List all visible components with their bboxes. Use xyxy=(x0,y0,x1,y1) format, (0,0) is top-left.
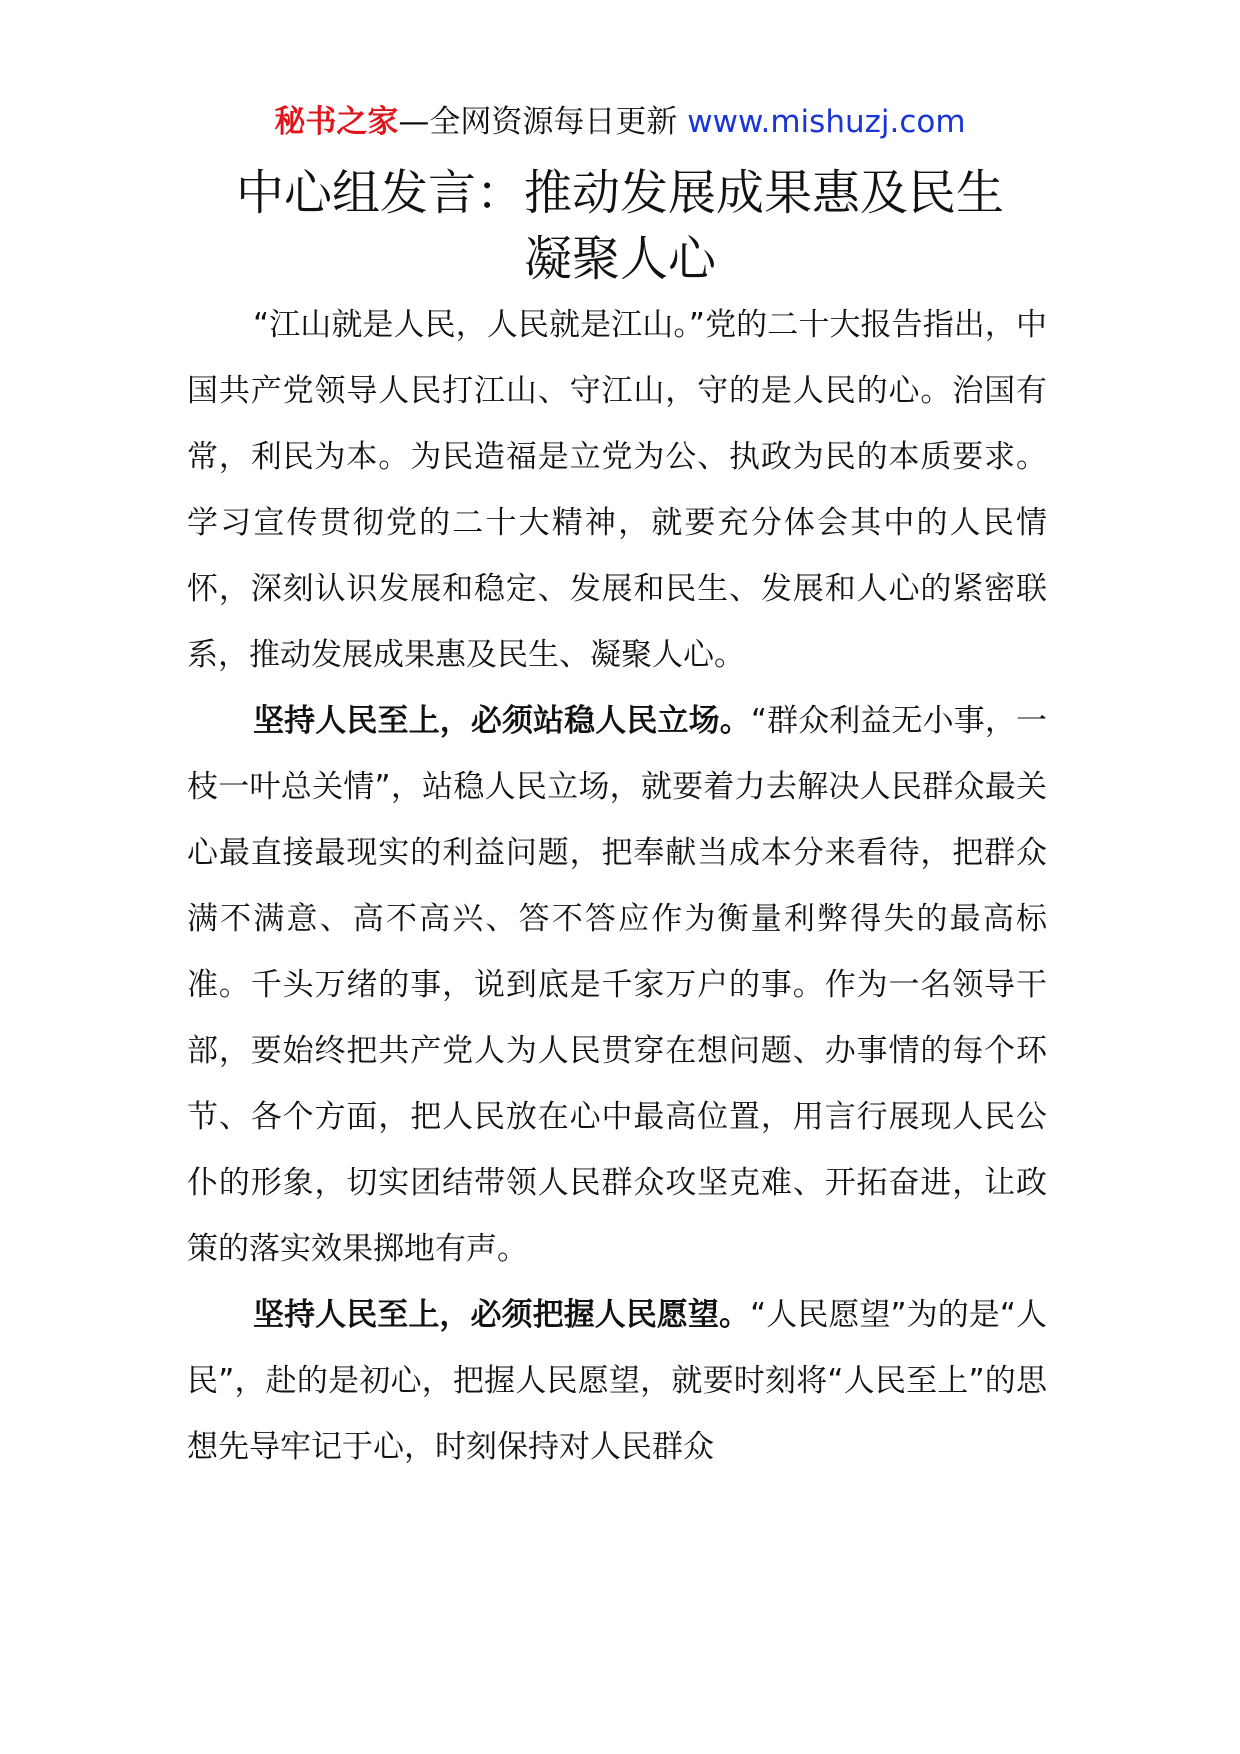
paragraph-lead: 坚持人民至上，必须把握人民愿望。 xyxy=(253,1297,751,1333)
paragraph-people-wishes xyxy=(187,1282,1047,1480)
title-line-2: 凝聚人心 xyxy=(523,231,716,287)
site-url-link[interactable]: www.mishuzj.com xyxy=(687,104,966,140)
paragraph-text: “江山就是人民，人民就是江山。”党的二十大报告指出，中国共产党领导人民打江山、守江山，守的是人民的心。治国有常，利民为本。为民造福是立党为公、执政为民的本质要求。学习宣传贯彻党的二十大精神，就要充分体会其中的人民情怀，深刻认识发展和稳定、发展和民生、发展和人心的紧密联系，推动发展成果惠及民生、凝聚人心。 xyxy=(187,307,1047,673)
paragraph-people-stance xyxy=(187,688,1047,1282)
title-line-1: 中心组发言：推动发展成果惠及民生 xyxy=(235,165,1004,221)
paragraph-intro xyxy=(187,292,1047,688)
document-body xyxy=(187,292,1047,1480)
document-title xyxy=(0,160,1240,292)
paragraph-text: “群众利益无小事，一枝一叶总关情”，站稳人民立场，就要着力去解决人民群众最关心最直接最现实的利益问题，把奉献当成本分来看待，把群众满不满意、高不高兴、答不答应作为衡量利弊得失的最高标准。千头万绪的事，说到底是千家万户的事。作为一名领导干部，要始终把共产党人为人民贯穿在想问题、办事情的每个环节、各个方面，把人民放在心中最高位置，用言行展现人民公仆的形象，切实团结带领人民群众攻坚克难、开拓奋进，让政策的落实效果掷地有声。 xyxy=(187,703,1048,1267)
paragraph-lead: 坚持人民至上，必须站稳人民立场。 xyxy=(253,703,751,739)
paragraph-text: “人民愿望”为的是“人民”，赴的是初心，把握人民愿望，就要时刻将“人民至上”的思想先导牢记于心，时刻保持对人民群众 xyxy=(187,1297,1048,1465)
site-header xyxy=(0,100,1240,144)
site-tagline: —全网资源每日更新 xyxy=(398,104,678,140)
site-brand: 秘书之家 xyxy=(274,104,399,140)
